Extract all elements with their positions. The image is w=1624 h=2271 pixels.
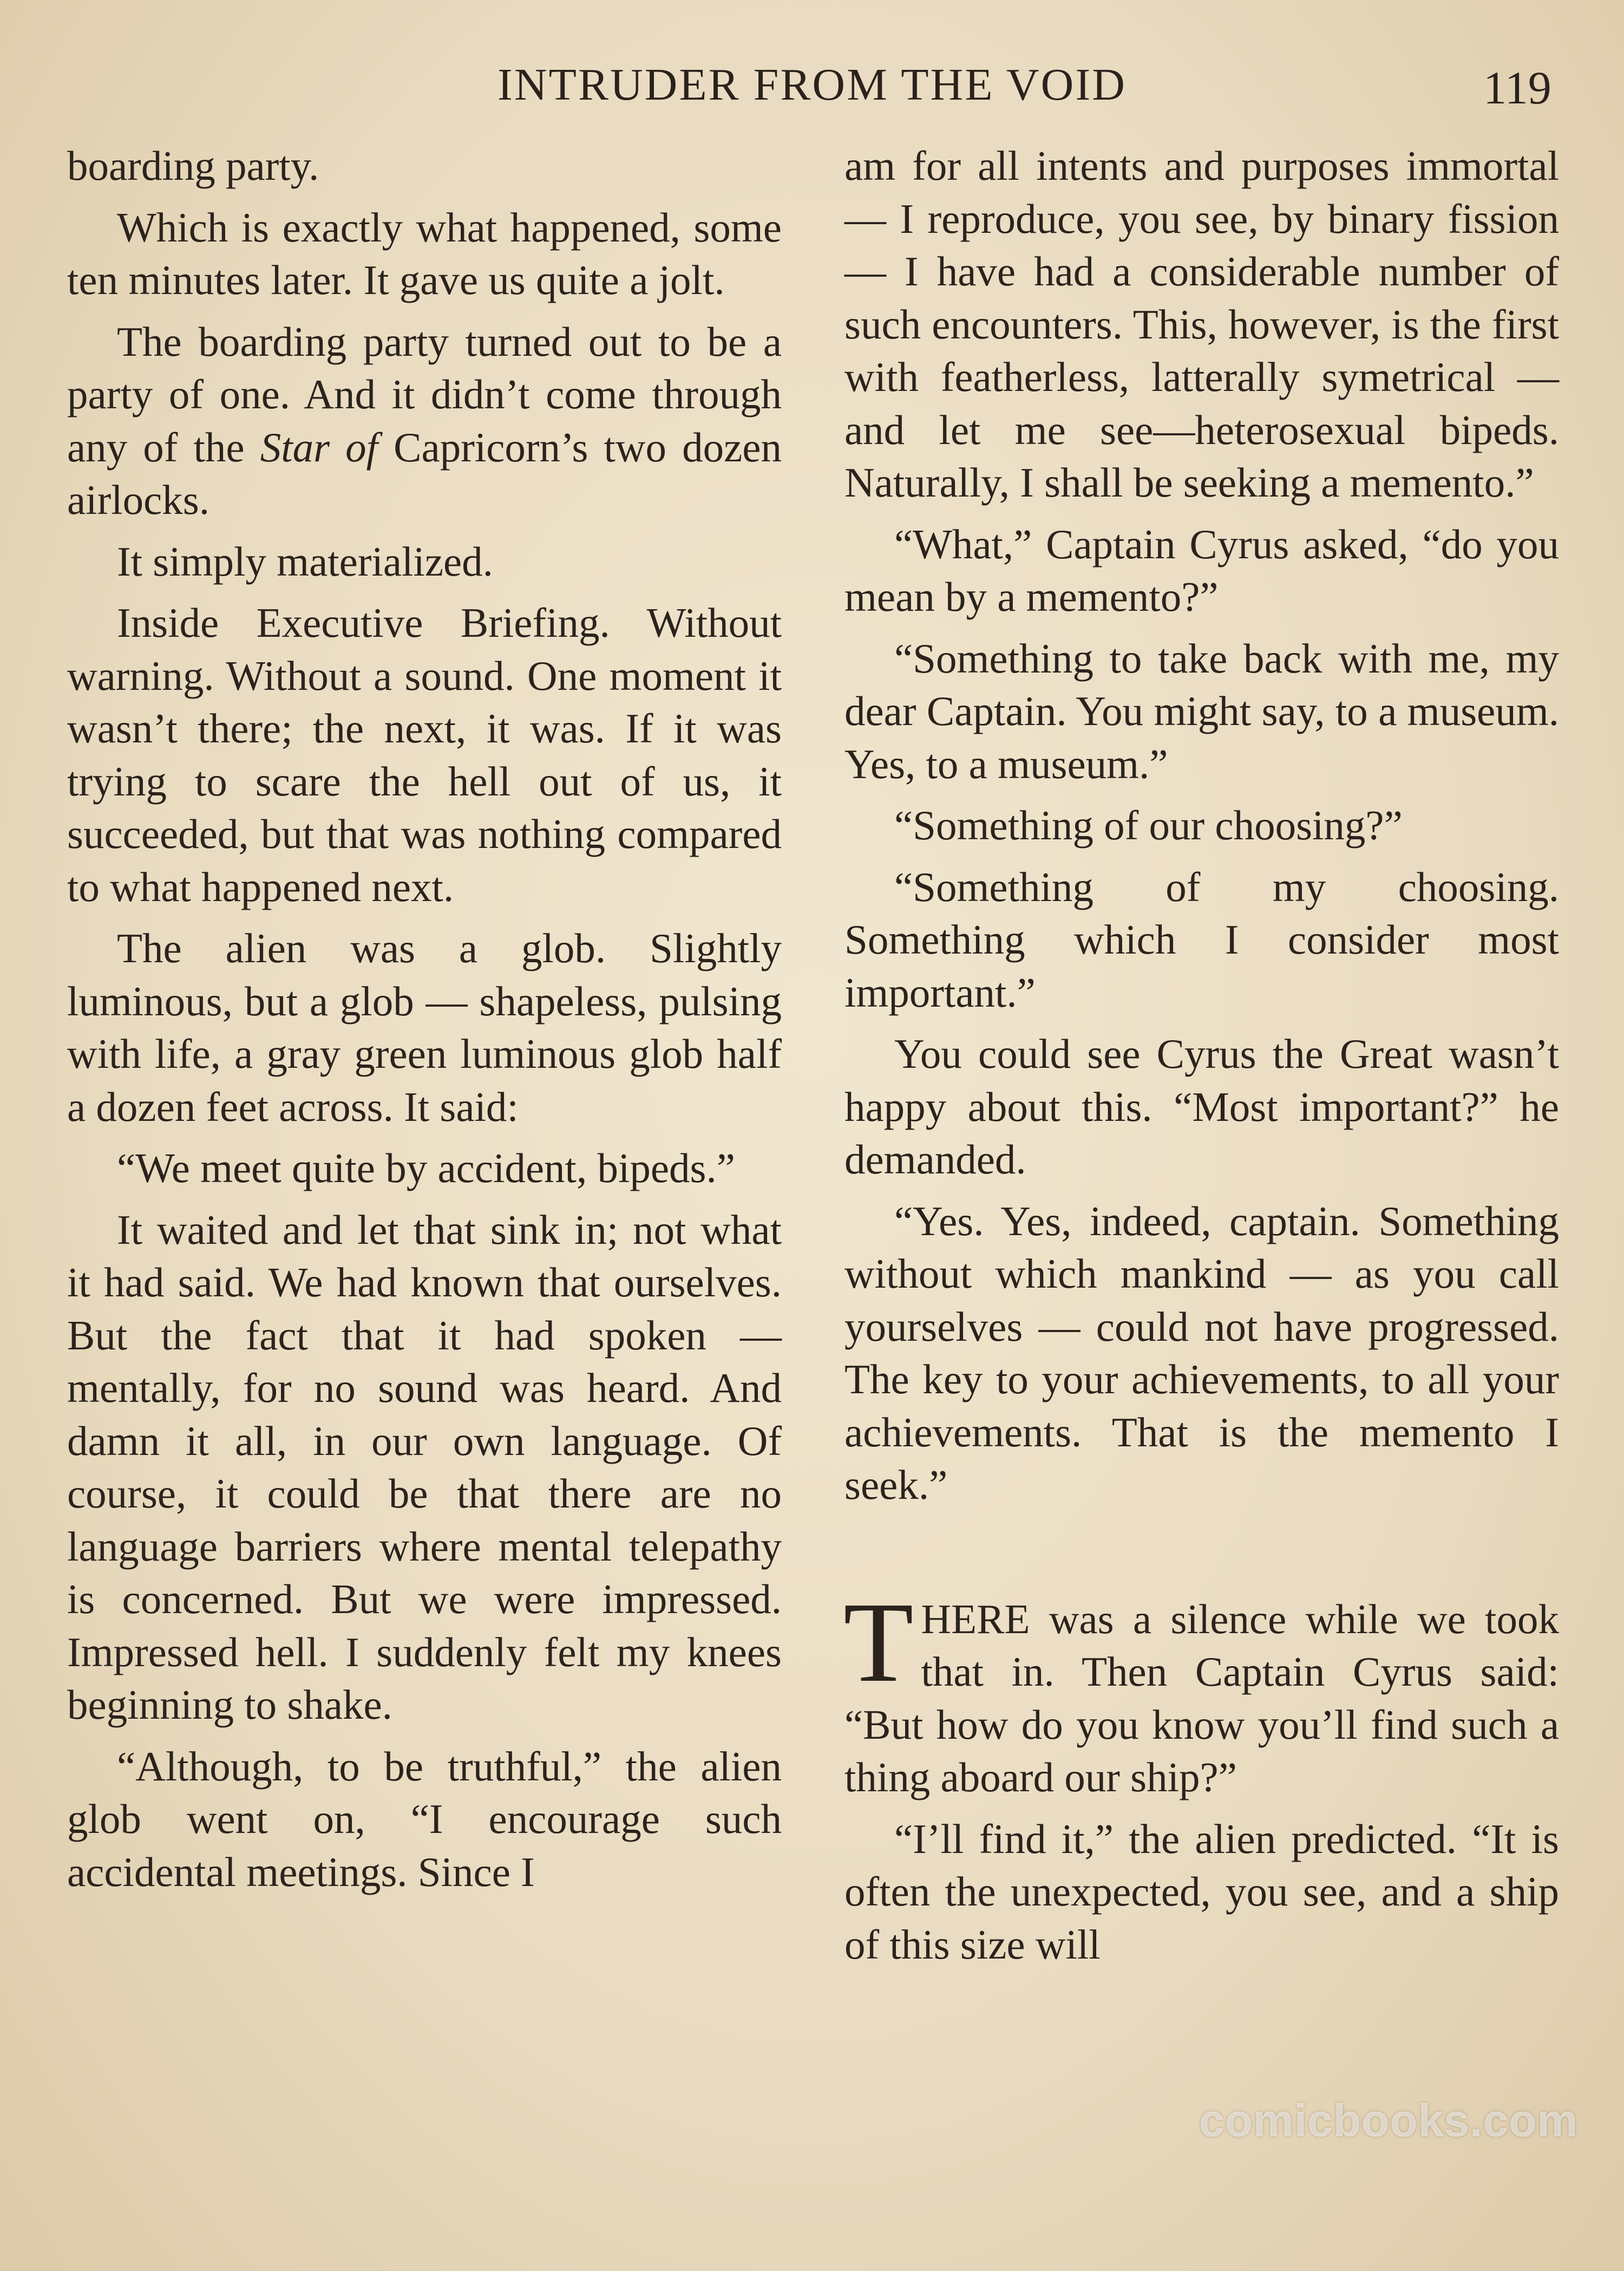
paragraph: It waited and let that sink in; not what it had said. We had known that ourselves. But the fact that it had spoken — mentally, for no sound was heard. And damn it all, in our own language. Of course, it could be that there are no language barriers where mental telepathy is concerned. But we were impressed. Impressed hell. I suddenly felt my knees beginning to shake.	[67, 1206, 782, 1728]
paragraph: “I’ll find it,” the alien predicted. “It is often the unexpected, you see, and a ship of this size will	[844, 1815, 1559, 1968]
drop-cap: T	[843, 1578, 914, 1706]
paragraph	[67, 316, 782, 527]
right-column	[844, 140, 1559, 1980]
paragraph: “Something to take back with me, my dear Captain. You might say, to a museum. Yes, to a museum.”	[844, 635, 1559, 787]
paragraph-text: HERE was a silence while we took that in. Then Captain Cyrus said: “But how do you know you’ll find such a thing aboard our ship?”	[844, 1595, 1559, 1800]
paragraph: You could see Cyrus the Great wasn’t happy about this. “Most important?” he demanded.	[844, 1030, 1559, 1183]
paragraph: “We meet quite by accident, bipeds.”	[117, 1145, 735, 1191]
paragraph: “What,” Captain Cyrus asked, “do you mean by a memento?”	[844, 520, 1559, 620]
paragraph: Which is exactly what happened, some ten minutes later. It gave us quite a jolt.	[67, 204, 782, 303]
paragraph: The alien was a glob. Slightly luminous, but a glob — shapeless, pulsing with life, a gray green luminous glob half a dozen feet across. It said:	[67, 925, 782, 1130]
paragraph: “Although, to be truthful,” the alien glob went on, “I encourage such accidental meetings. Since I	[67, 1743, 782, 1895]
left-column	[67, 140, 782, 1907]
section-opening-paragraph	[843, 1578, 1559, 1804]
paragraph: boarding party.	[67, 142, 319, 189]
paragraph: “Yes. Yes, indeed, captain. Something without which mankind — as you call yourselves — could not have progressed. The key to your achievements, to all your achievements. That is the memento I seek.”	[844, 1197, 1559, 1508]
paragraph: Inside Executive Briefing. Without warning. Without a sound. One moment it wasn’t there; the next, it was. If it was trying to scare the hell out of us, it succeeded, but that was nothing compared to what happened next.	[67, 599, 782, 910]
page-number: 119	[1483, 62, 1551, 114]
watermark: comicbooks.com	[1199, 2095, 1579, 2146]
running-head-title: INTRUDER FROM THE VOID	[497, 60, 1127, 110]
paragraph: “Something of our choosing?”	[894, 802, 1403, 849]
paragraph: “Something of my choosing. Something which I consider most important.”	[844, 863, 1559, 1016]
paragraph: am for all intents and purposes immortal— I reproduce, you see, by binary fission — I have had a considerable number of such encounters. This, however, is the first with featherless, latterally symetrical — and let me see—heterosexual bipeds. Naturally, I shall be seeking a memento.”	[844, 142, 1559, 506]
ship-name-italic: Star of	[260, 423, 378, 471]
paragraph-text: The boarding party turned out to be a party of one. And it didn’t come through any of the	[67, 318, 782, 471]
paragraph: It simply materialized.	[117, 538, 493, 585]
paragraph-text: Capricorn’s two dozen airlocks.	[67, 423, 782, 523]
